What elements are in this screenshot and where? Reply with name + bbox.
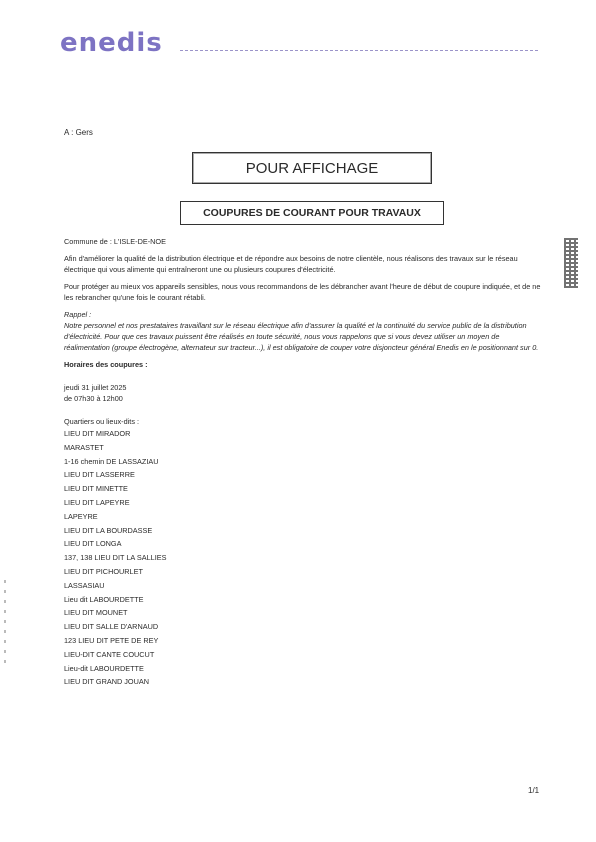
list-item: LIEU DIT MINETTE xyxy=(64,484,128,494)
list-item: LIEU DIT MIRADOR xyxy=(64,429,131,438)
scan-edge-mark xyxy=(4,580,6,670)
locations-heading: Quartiers ou lieux-dits : xyxy=(64,417,140,426)
list-item: LIEU-DIT CANTE COUCUT xyxy=(64,649,155,659)
list-item: LIEU DIT GRAND JOUAN xyxy=(64,677,150,687)
list-item: 137, 138 LIEU DIT LA SALLIES xyxy=(64,553,167,563)
schedule-time: de 07h30 à 12h00 xyxy=(64,394,123,403)
list-item: LIEU DIT MOUNET xyxy=(64,608,128,618)
list-item: 1-16 chemin DE LASSAZIAU xyxy=(64,456,159,466)
intro-paragraph: Afin d'améliorer la qualité de la distribution électrique et de répondre aux besoins de notre clientèle, nous réalisons des travaux sur le réseau électrique qui vous alimente qui entraîneront une ou plusieurs coupures d'électricité. xyxy=(64,254,518,274)
reminder-text: Notre personnel et nos prestataires travaillant sur le réseau électrique afin d'assurer la qualité et la continuité du service public de la distribution d'électricité. Pour que ces travaux puissent être réalisés en toute sécurité, nous vous rappelons que si vous devez utiliser un moyen de réalimentation (groupe électrogène, alternateur sur tracteur...), il est obligatoire de couper votre disjoncteur général Enedis en le positionnant sur 0. xyxy=(64,321,539,352)
list-item: Lieu-dit LABOURDETTE xyxy=(64,663,144,673)
list-item: LIEU DIT LONGA xyxy=(64,539,122,549)
protect-paragraph: Pour protéger au mieux vos appareils sensibles, nous vous recommandons de les débrancher avant l'heure de début de coupure indiquée, et de ne les rebrancher qu'une fois le courant rétabli. xyxy=(64,282,541,302)
page-title: POUR AFFICHAGE xyxy=(192,152,432,184)
enedis-logo: enedis xyxy=(60,28,163,58)
list-item: LIEU DIT LAPEYRE xyxy=(64,497,130,507)
list-item: LASSASIAU xyxy=(64,580,105,590)
schedule-heading: Horaires des coupures : xyxy=(64,360,148,369)
reminder-label: Rappel : xyxy=(64,310,92,319)
list-item: LIEU DIT SALLE D'ARNAUD xyxy=(64,622,159,632)
list-item: 123 LIEU DIT PETE DE REY xyxy=(64,635,159,645)
recipient: A : Gers xyxy=(64,128,93,137)
list-item: LIEU DIT LASSERRE xyxy=(64,470,135,480)
list-item: LIEU DIT PICHOURLET xyxy=(64,566,143,576)
list-item: LAPEYRE xyxy=(64,511,98,521)
list-item: Lieu dit LABOURDETTE xyxy=(64,594,144,604)
locations-list xyxy=(64,427,542,689)
list-item: MARASTET xyxy=(64,442,104,452)
header-divider xyxy=(180,50,538,51)
schedule-date: jeudi 31 juillet 2025 xyxy=(64,383,127,392)
commune-line: Commune de : L'ISLE-DE-NOE xyxy=(64,237,166,246)
list-item: LIEU DIT LA BOURDASSE xyxy=(64,525,153,535)
page-number: 1/1 xyxy=(528,786,540,795)
qr-code-icon xyxy=(564,238,578,288)
notice-body xyxy=(64,236,542,689)
page-subtitle: COUPURES DE COURANT POUR TRAVAUX xyxy=(180,201,444,225)
